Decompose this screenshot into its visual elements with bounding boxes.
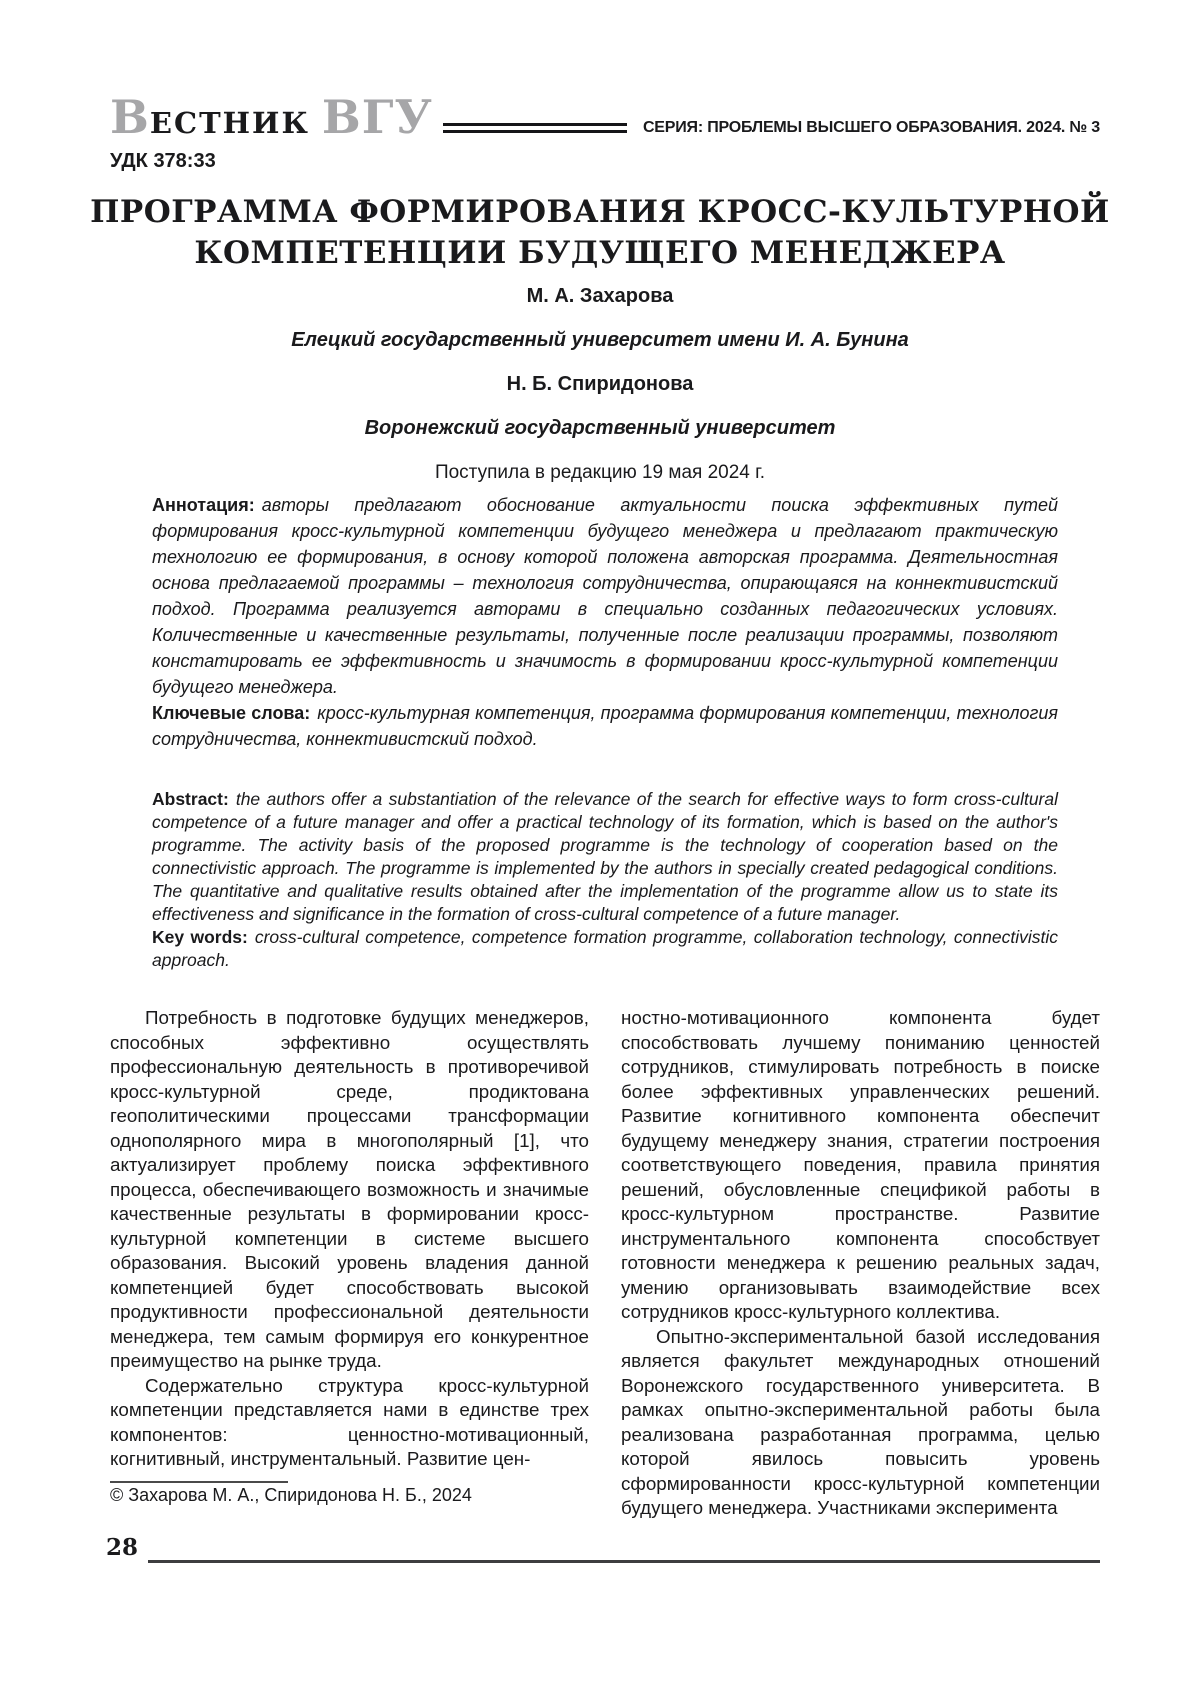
- authors-block: [0, 286, 1200, 483]
- article-title: [0, 192, 1200, 274]
- abstract-label: Abstract:: [152, 789, 229, 809]
- abstract-text: the authors offer a substantiation of the relevance of the search for effective ways to form cross-cultural competence of a future manager and offer a practical technology of its formation, which is based on the author's programme. The activity basis of the proposed programme is the technology of cooperation based on the connectivistic approach. The programme is implemented by the authors in specially created pedagogical conditions. The quantitative and qualitative results obtained after the implementation of the programme allow us to state its effectiveness and significance in the formation of cross-cultural competence of a future manager.: [152, 789, 1058, 924]
- journal-logo-acronym: ВГУ: [321, 90, 433, 144]
- footer-rule: [148, 1560, 1100, 1563]
- right-column: [621, 1006, 1100, 1521]
- abstract-paragraph: [152, 788, 1058, 926]
- journal-logo-rest: ЕСТНИК: [149, 106, 310, 140]
- keywords-text: кросс-культурная компетенция, программа формирования компетенции, технология сотрудничества, коннективистский подход.: [152, 703, 1058, 749]
- series-title: СЕРИЯ: ПРОБЛЕМЫ ВЫСШЕГО ОБРАЗОВАНИЯ. 2024. № 3: [642, 119, 1100, 136]
- received-date: Поступила в редакцию 19 мая 2024 г.: [434, 462, 766, 483]
- copyright-text: © Захарова М. А., Спиридонова Н. Б., 2024: [110, 1484, 472, 1505]
- annotation-block: [152, 492, 1058, 752]
- journal-logo-initial: В: [110, 90, 150, 144]
- keywords-label: Ключевые слова:: [152, 703, 311, 723]
- annotation-label: Аннотация:: [152, 495, 255, 515]
- page-number: 28: [106, 1534, 139, 1561]
- copyright-footnote: [110, 1481, 589, 1508]
- body-paragraph: Опытно-экспериментальной базой исследования является факультет международных отношений Воронежского государственного университета. В рамках опытно-экспериментальной работы была реализована разработанная программа, целью которой явилось повысить уровень сформированности кросс-культурной компетенции будущего менеджера. Участниками эксперимента: [621, 1325, 1100, 1518]
- body-columns: [110, 1006, 1100, 1521]
- keywords-paragraph: [152, 700, 1058, 752]
- body-paragraph: ностно-мотивационного компонента будет способствовать лучшему пониманию ценностей сотрудников, стимулировать потребность в поиске более эффективных управленческих решений. Развитие когнитивного компонента обеспечит будущему менеджеру знания, стратегии построения соответствующего поведения, правила принятия решений, обусловленные спецификой работы в кросс-культурном пространстве. Развитие инструментального компонента способствует готовности менеджера к решению реальных задач, умению организовывать взаимодействие всех сотрудников кросс-культурного коллектива.: [621, 1007, 1100, 1322]
- abstract-block: [152, 788, 1058, 972]
- annotation-paragraph: [152, 492, 1058, 700]
- page-header: [110, 90, 1100, 144]
- author-affiliation: Елецкий государственный университет имени И. А. Бунина: [291, 329, 909, 351]
- journal-logo: [110, 90, 433, 144]
- author-name: М. А. Захарова: [526, 285, 674, 307]
- key-words-text: cross-cultural competence, competence formation programme, collaboration technology, connectivistic approach.: [152, 927, 1058, 970]
- body-paragraph: Потребность в подготовке будущих менеджеров, способных эффективно осуществлять профессиональную деятельность в противоречивой кросс-культурной среде, продиктована геополитическими процессами трансформации однополярного мира в многополярный [1], что актуализирует проблему поиска эффективного процесса, обеспечивающего возможность и значимые качественные результаты в формировании кросс-культурной компетенции в системе высшего образования. Высокий уровень владения данной компетенцией будет способствовать высокой продуктивности профессиональной деятельности менеджера, тем самым формируя его конкурентное преимущество на рынке труда.: [110, 1007, 589, 1371]
- left-column: [110, 1006, 589, 1521]
- author-name: Н. Б. Спиридонова: [506, 373, 694, 395]
- header-double-rule: [443, 123, 627, 133]
- key-words-paragraph: [152, 926, 1058, 972]
- body-paragraph: Содержательно структура кросс-культурной компетенции представляется нами в единстве трех компонентов: ценностно-мотивационный, когнитивный, инструментальный. Развитие цен-: [110, 1374, 589, 1469]
- article-title-line1: ПРОГРАММА ФОРМИРОВАНИЯ КРОСС-КУЛЬТУРНОЙ: [90, 194, 1110, 230]
- key-words-label: Key words:: [152, 927, 248, 947]
- article-title-line2: КОМПЕТЕНЦИИ БУДУЩЕГО МЕНЕДЖЕРА: [194, 235, 1006, 271]
- annotation-text: авторы предлагают обоснование актуальности поиска эффективных путей формирования кросс-культурной компетенции будущего менеджера и предлагают практическую технологию ее формирования, в основу которой положена авторская программа. Деятельностная основа предлагаемой программы – технология сотрудничества, опирающаяся на коннективистский подход. Программа реализуется авторами в специально созданных педагогических условиях. Количественные и качественные результаты, полученные после реализации программы, позволяют констатировать ее эффективность и значимость в формировании кросс-культурной компетенции будущего менеджера.: [152, 495, 1058, 697]
- udc-code: УДК 378:33: [110, 150, 216, 172]
- author-affiliation: Воронежский государственный университет: [364, 417, 836, 439]
